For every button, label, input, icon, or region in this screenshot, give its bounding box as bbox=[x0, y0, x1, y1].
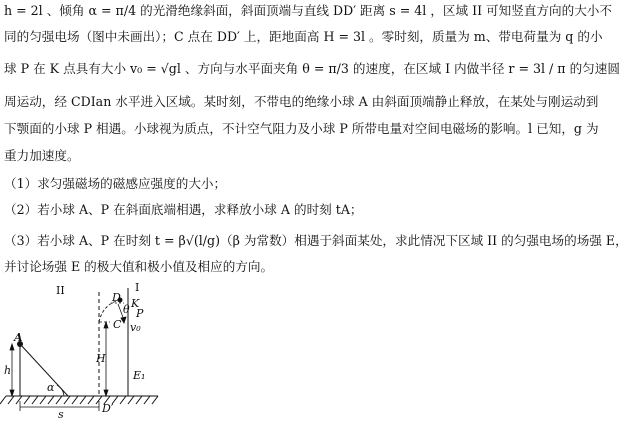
text-line-1: h = 2l 、倾角 α = π/4 的光滑绝缘斜面，斜面顶端与直线 DD′ 距离 s = 4l ，区域 II 可知竖直方向的大小不 bbox=[4, 3, 612, 18]
theta-label: θ bbox=[123, 303, 130, 316]
point-k-label: K bbox=[131, 297, 140, 310]
text-line-4: 周运动，经 CDIan 水平进入区域。某时刻，不带电的绝缘小球 A 由斜面顶端静止释放，在某处与刚运动到 bbox=[4, 94, 599, 109]
region-ii-label: II bbox=[56, 284, 65, 297]
s-label: s bbox=[58, 408, 64, 421]
question-2: （2）若小球 A、P 在斜面底端相遇，求释放小球 A 的时刻 tA； bbox=[4, 202, 363, 217]
e1-label: E₁ bbox=[133, 369, 146, 382]
H-label: H bbox=[96, 352, 106, 365]
text-line-2: 同的匀强电场（图中未画出）；C 点在 DD′ 上，距地面高 H = 3l 。零时刻，质量为 m、带电荷量为 q 的小 bbox=[4, 29, 603, 44]
point-d-label: D bbox=[112, 291, 121, 304]
point-a-label: A bbox=[14, 331, 23, 344]
point-p-label: P bbox=[136, 307, 144, 320]
v0-label: v₀ bbox=[130, 321, 141, 334]
ground bbox=[0, 396, 158, 404]
text-line-6: 重力加速度。 bbox=[4, 148, 80, 163]
text-line-5: 下颚面的小球 P 相遇。小球视为质点，不计空气阻力及小球 P 所带电量对空间电磁场的影响。l 已知，g 为 bbox=[4, 121, 599, 136]
h-label: h bbox=[4, 364, 12, 377]
region-i-label: I bbox=[135, 281, 140, 294]
d-prime-label: D′ bbox=[102, 402, 114, 415]
alpha-label: α bbox=[47, 381, 55, 394]
text-line-3: 球 P 在 K 点具有大小 v₀ = √gl 、方向与水平面夹角 θ = π/3 的速度，在区域 I 内做半径 r = 3l / π 的匀速圆 bbox=[4, 61, 620, 76]
question-1: （1）求匀强磁场的磁感应强度的大小； bbox=[4, 176, 227, 191]
point-c-label: C bbox=[113, 318, 122, 331]
physics-diagram bbox=[0, 280, 554, 426]
question-3: （3）若小球 A、P 在时刻 t = β√(l/g)（β 为常数）相遇于斜面某处，求此情况下区域 II 的匀强电场的场强 E， bbox=[4, 233, 628, 248]
text-line-10: 并讨论场强 E 的极大值和极小值及相应的方向。 bbox=[4, 259, 274, 274]
